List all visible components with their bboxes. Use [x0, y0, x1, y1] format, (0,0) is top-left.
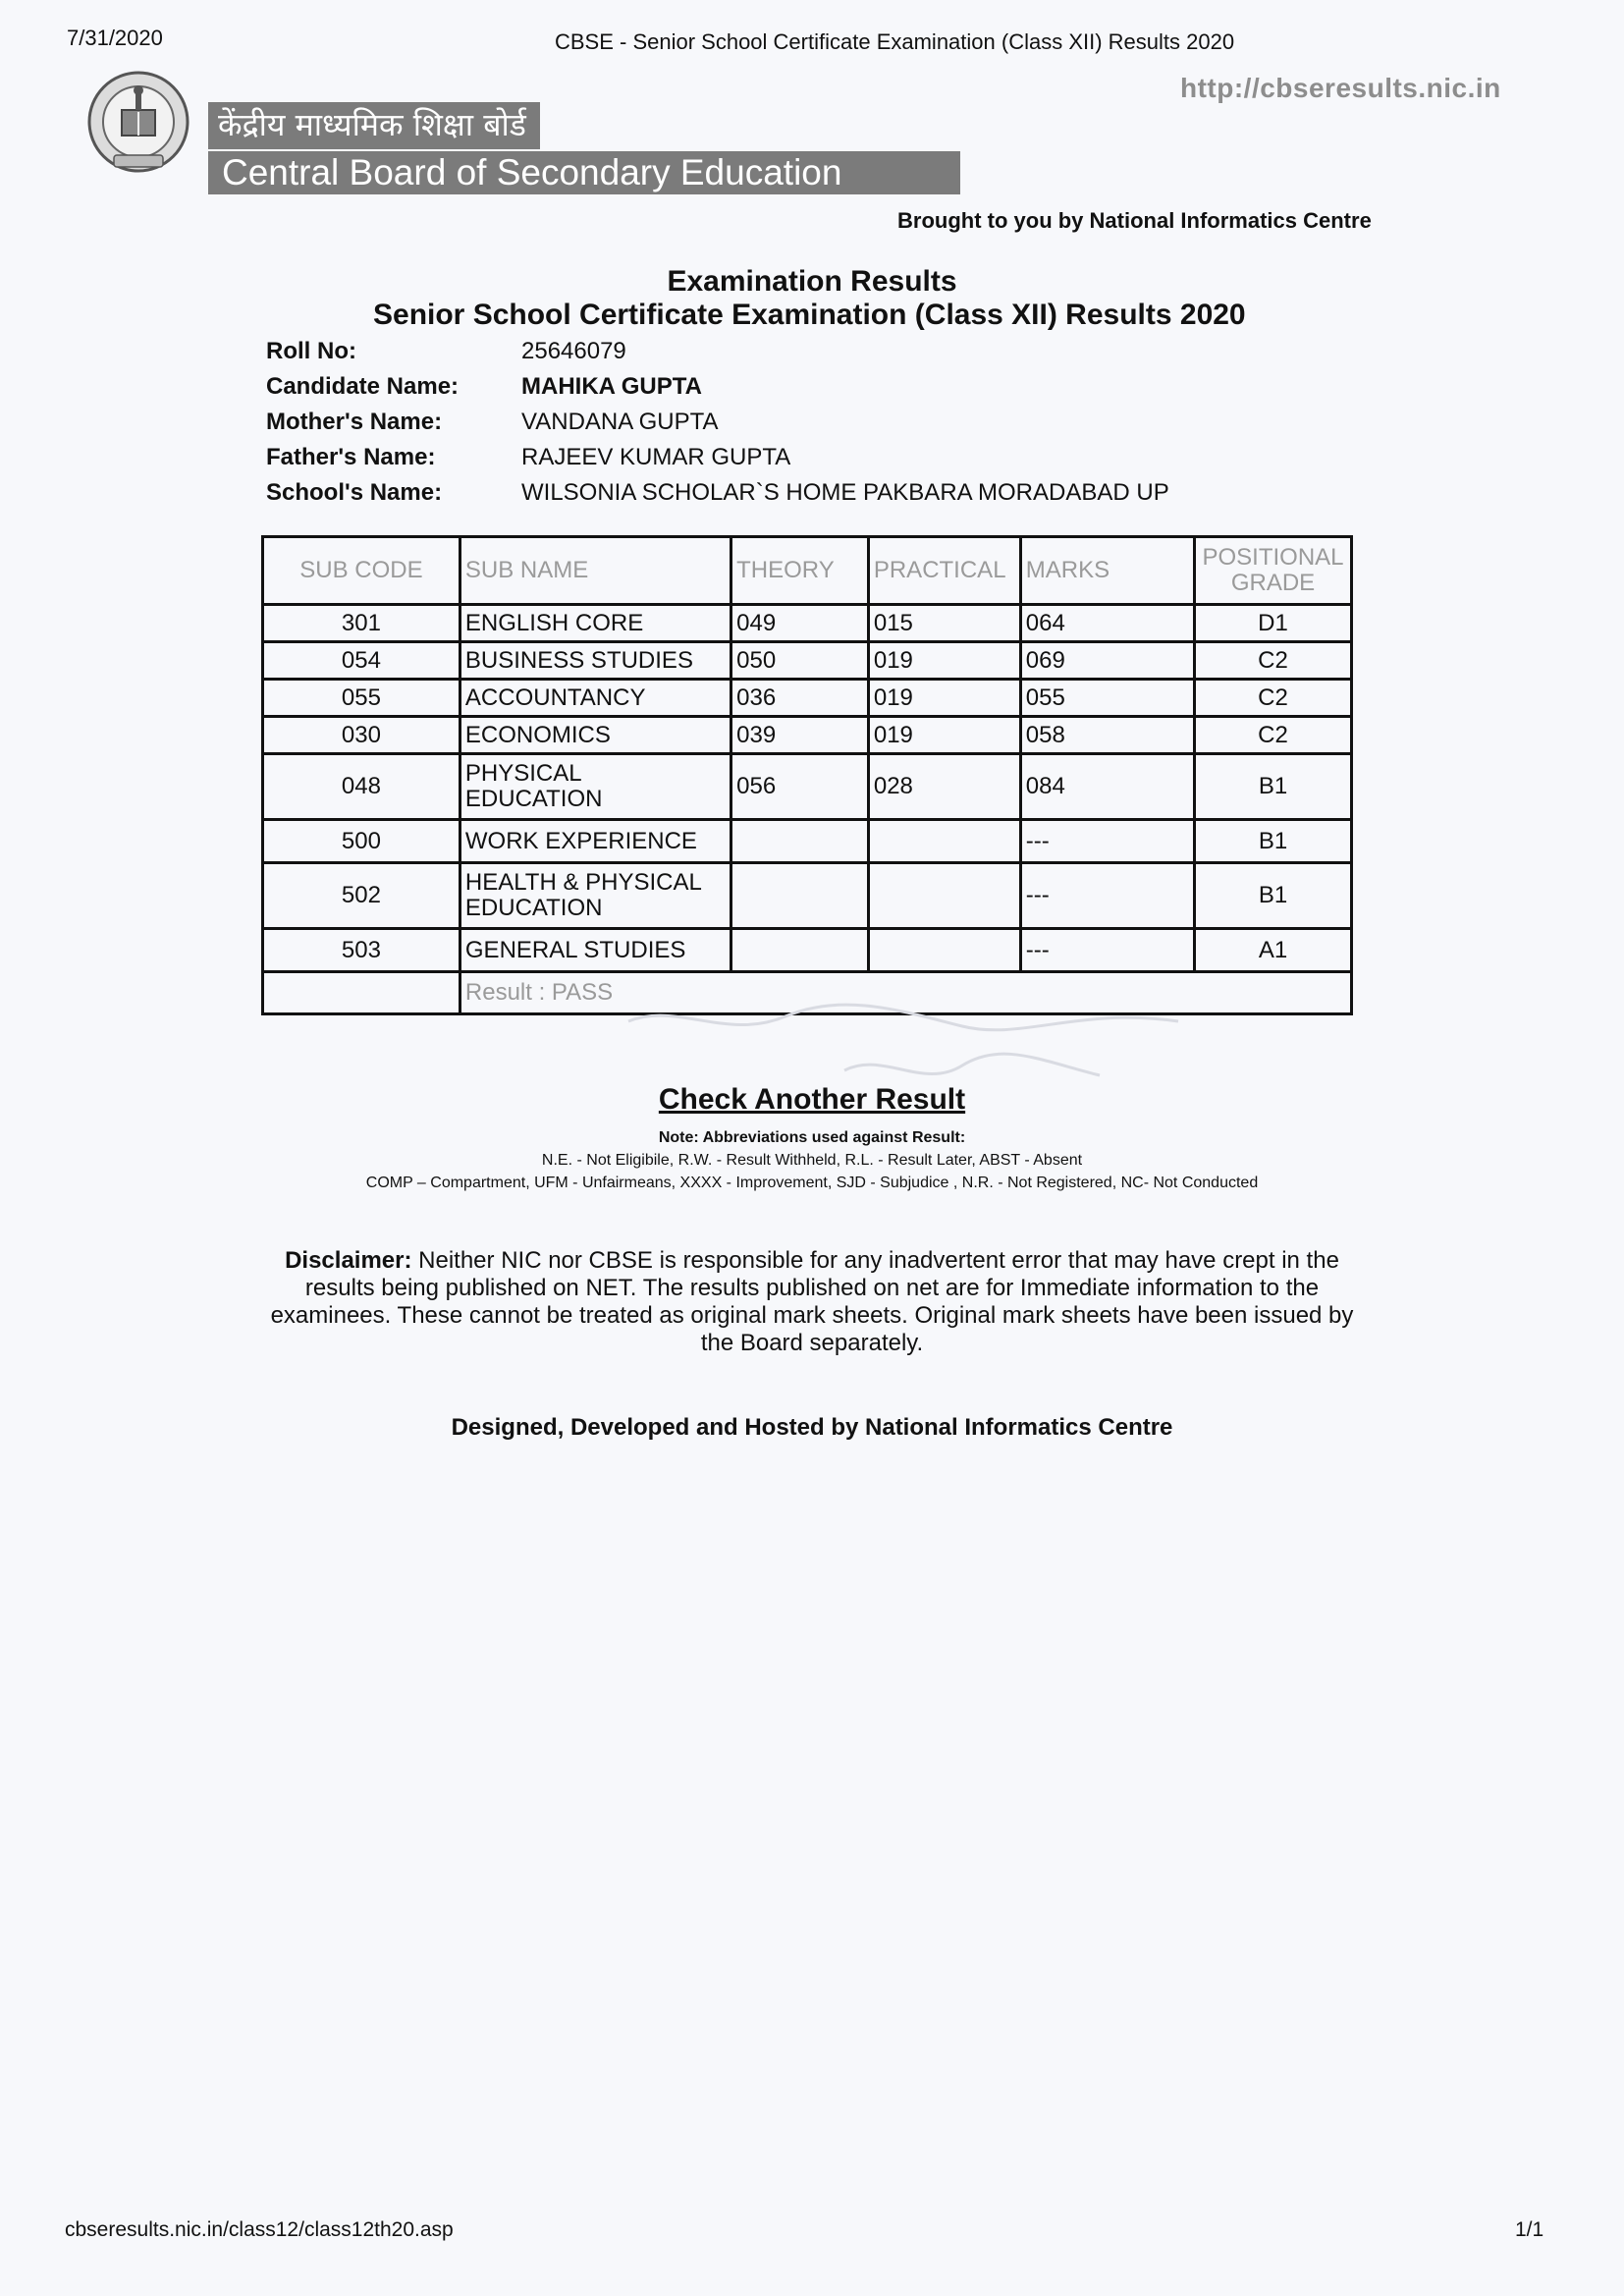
exam-title: Examination Results — [667, 265, 957, 298]
school-name-value: WILSONIA SCHOLAR`S HOME PAKBARA MORADABAD UP — [521, 479, 1169, 506]
disclaimer — [263, 1247, 1361, 1357]
theory-cell: 056 — [731, 754, 869, 820]
candidate-name-label: Candidate Name: — [266, 373, 460, 400]
marks-cell: --- — [1020, 820, 1194, 863]
grade-cell: D1 — [1195, 605, 1352, 642]
grade-cell: B1 — [1195, 863, 1352, 929]
table-row — [263, 929, 1352, 972]
school-name-row — [266, 476, 1169, 512]
sub-code-cell: 500 — [263, 820, 460, 863]
result-empty-cell — [263, 972, 460, 1014]
roll-no-value: 25646079 — [521, 338, 626, 364]
practical-cell: 019 — [868, 680, 1020, 717]
header-practical: PRACTICAL — [868, 537, 1020, 605]
note-title: Note: Abbreviations used against Result: — [658, 1129, 966, 1146]
grade-cell: C2 — [1195, 717, 1352, 754]
table-header-row — [263, 537, 1352, 605]
mother-name-value: VANDANA GUPTA — [521, 409, 719, 435]
theory-cell: 036 — [731, 680, 869, 717]
marks-cell: --- — [1020, 929, 1194, 972]
father-name-value: RAJEEV KUMAR GUPTA — [521, 444, 791, 470]
header-grade-line1: POSITIONAL — [1202, 544, 1344, 571]
table-row — [263, 754, 1352, 820]
result-status: Result : PASS — [460, 972, 1351, 1014]
mother-name-row — [266, 406, 1169, 441]
site-url[interactable]: http://cbseresults.nic.in — [1180, 73, 1501, 103]
father-name-row — [266, 441, 1169, 476]
practical-cell — [868, 863, 1020, 929]
table-row — [263, 642, 1352, 680]
table-row — [263, 863, 1352, 929]
board-banner — [208, 102, 960, 194]
sub-name-line2: EDUCATION — [464, 895, 603, 921]
brought-by-text: Brought to you by National Informatics Centre — [897, 208, 1372, 233]
disclaimer-label: Disclaimer: — [285, 1247, 412, 1274]
roll-no-row — [266, 335, 1169, 370]
theory-cell — [731, 820, 869, 863]
candidate-name-value: MAHIKA GUPTA — [521, 373, 702, 400]
grade-cell: B1 — [1195, 820, 1352, 863]
sub-name-cell — [460, 754, 731, 820]
note-line2: COMP – Compartment, UFM - Unfairmeans, XXXX - Improvement, SJD - Subjudice , N.R. - Not Registered, NC- Not Conducted — [365, 1175, 1259, 1191]
sub-name-line1: PHYSICAL — [464, 760, 582, 787]
print-page-number: 1/1 — [1515, 2218, 1544, 2241]
sub-code-cell: 030 — [263, 717, 460, 754]
header-theory: THEORY — [731, 537, 869, 605]
sub-code-cell: 503 — [263, 929, 460, 972]
sub-name-line2: EDUCATION — [464, 786, 603, 812]
sub-code-cell: 054 — [263, 642, 460, 680]
marks-cell: 055 — [1020, 680, 1194, 717]
theory-cell: 039 — [731, 717, 869, 754]
check-another-text[interactable]: Check Another Result — [658, 1083, 966, 1116]
marks-cell: 058 — [1020, 717, 1194, 754]
header-positional-grade — [1195, 537, 1352, 605]
practical-cell: 028 — [868, 754, 1020, 820]
print-title: CBSE - Senior School Certificate Examination (Class XII) Results 2020 — [555, 29, 1235, 54]
theory-cell: 049 — [731, 605, 869, 642]
note-line1: N.E. - Not Eligibile, R.W. - Result Withheld, R.L. - Result Later, ABST - Absent — [541, 1152, 1083, 1169]
print-footer-url: cbseresults.nic.in/class12/class12th20.asp — [65, 2218, 454, 2241]
marks-cell: 084 — [1020, 754, 1194, 820]
table-row — [263, 680, 1352, 717]
theory-cell — [731, 863, 869, 929]
mother-name-label: Mother's Name: — [266, 409, 443, 435]
practical-cell: 019 — [868, 717, 1020, 754]
sub-name-cell: ACCOUNTANCY — [460, 680, 731, 717]
practical-cell: 015 — [868, 605, 1020, 642]
header-grade-line2: GRADE — [1230, 570, 1316, 596]
candidate-name-row — [266, 370, 1169, 406]
theory-cell — [731, 929, 869, 972]
sub-name-line1: HEALTH & PHYSICAL — [464, 869, 702, 896]
sub-code-cell: 055 — [263, 680, 460, 717]
sub-name-cell — [460, 863, 731, 929]
header-sub-name: SUB NAME — [460, 537, 731, 605]
designed-by-text: Designed, Developed and Hosted by National Informatics Centre — [451, 1414, 1173, 1441]
sub-code-cell: 048 — [263, 754, 460, 820]
grade-cell: B1 — [1195, 754, 1352, 820]
sub-name-cell: BUSINESS STUDIES — [460, 642, 731, 680]
sub-name-cell: WORK EXPERIENCE — [460, 820, 731, 863]
header-sub-code: SUB CODE — [263, 537, 460, 605]
school-name-label: School's Name: — [266, 479, 443, 506]
results-table — [261, 535, 1353, 1015]
practical-cell — [868, 820, 1020, 863]
banner-hindi-name: केंद्रीय माध्यमिक शिक्षा बोर्ड — [208, 102, 540, 149]
grade-cell: C2 — [1195, 642, 1352, 680]
sub-code-cell: 502 — [263, 863, 460, 929]
grade-cell: C2 — [1195, 680, 1352, 717]
sub-name-cell: ECONOMICS — [460, 717, 731, 754]
grade-cell: A1 — [1195, 929, 1352, 972]
print-date: 7/31/2020 — [67, 26, 163, 50]
check-another-link[interactable] — [0, 1083, 1624, 1117]
sub-code-cell: 301 — [263, 605, 460, 642]
disclaimer-text: Neither NIC nor CBSE is responsible for any inadvertent error that may have crept in the results being published on NET. The results published on net are for Immediate information to the examinees. These cannot be treated as original mark sheets. Original mark sheets have been issued by the Board separately. — [270, 1247, 1354, 1356]
theory-cell: 050 — [731, 642, 869, 680]
exam-subtitle: Senior School Certificate Examination (Class XII) Results 2020 — [373, 299, 1246, 331]
cbse-logo-icon — [84, 61, 192, 189]
sub-name-cell: ENGLISH CORE — [460, 605, 731, 642]
practical-cell: 019 — [868, 642, 1020, 680]
roll-no-label: Roll No: — [266, 338, 356, 364]
header-marks: MARKS — [1020, 537, 1194, 605]
father-name-label: Father's Name: — [266, 444, 436, 470]
marks-cell: 069 — [1020, 642, 1194, 680]
marks-cell: --- — [1020, 863, 1194, 929]
practical-cell — [868, 929, 1020, 972]
candidate-info — [266, 335, 1169, 512]
table-row — [263, 820, 1352, 863]
marks-cell: 064 — [1020, 605, 1194, 642]
table-row — [263, 605, 1352, 642]
sub-name-cell: GENERAL STUDIES — [460, 929, 731, 972]
banner-english-name: Central Board of Secondary Education — [208, 151, 960, 194]
table-row — [263, 717, 1352, 754]
